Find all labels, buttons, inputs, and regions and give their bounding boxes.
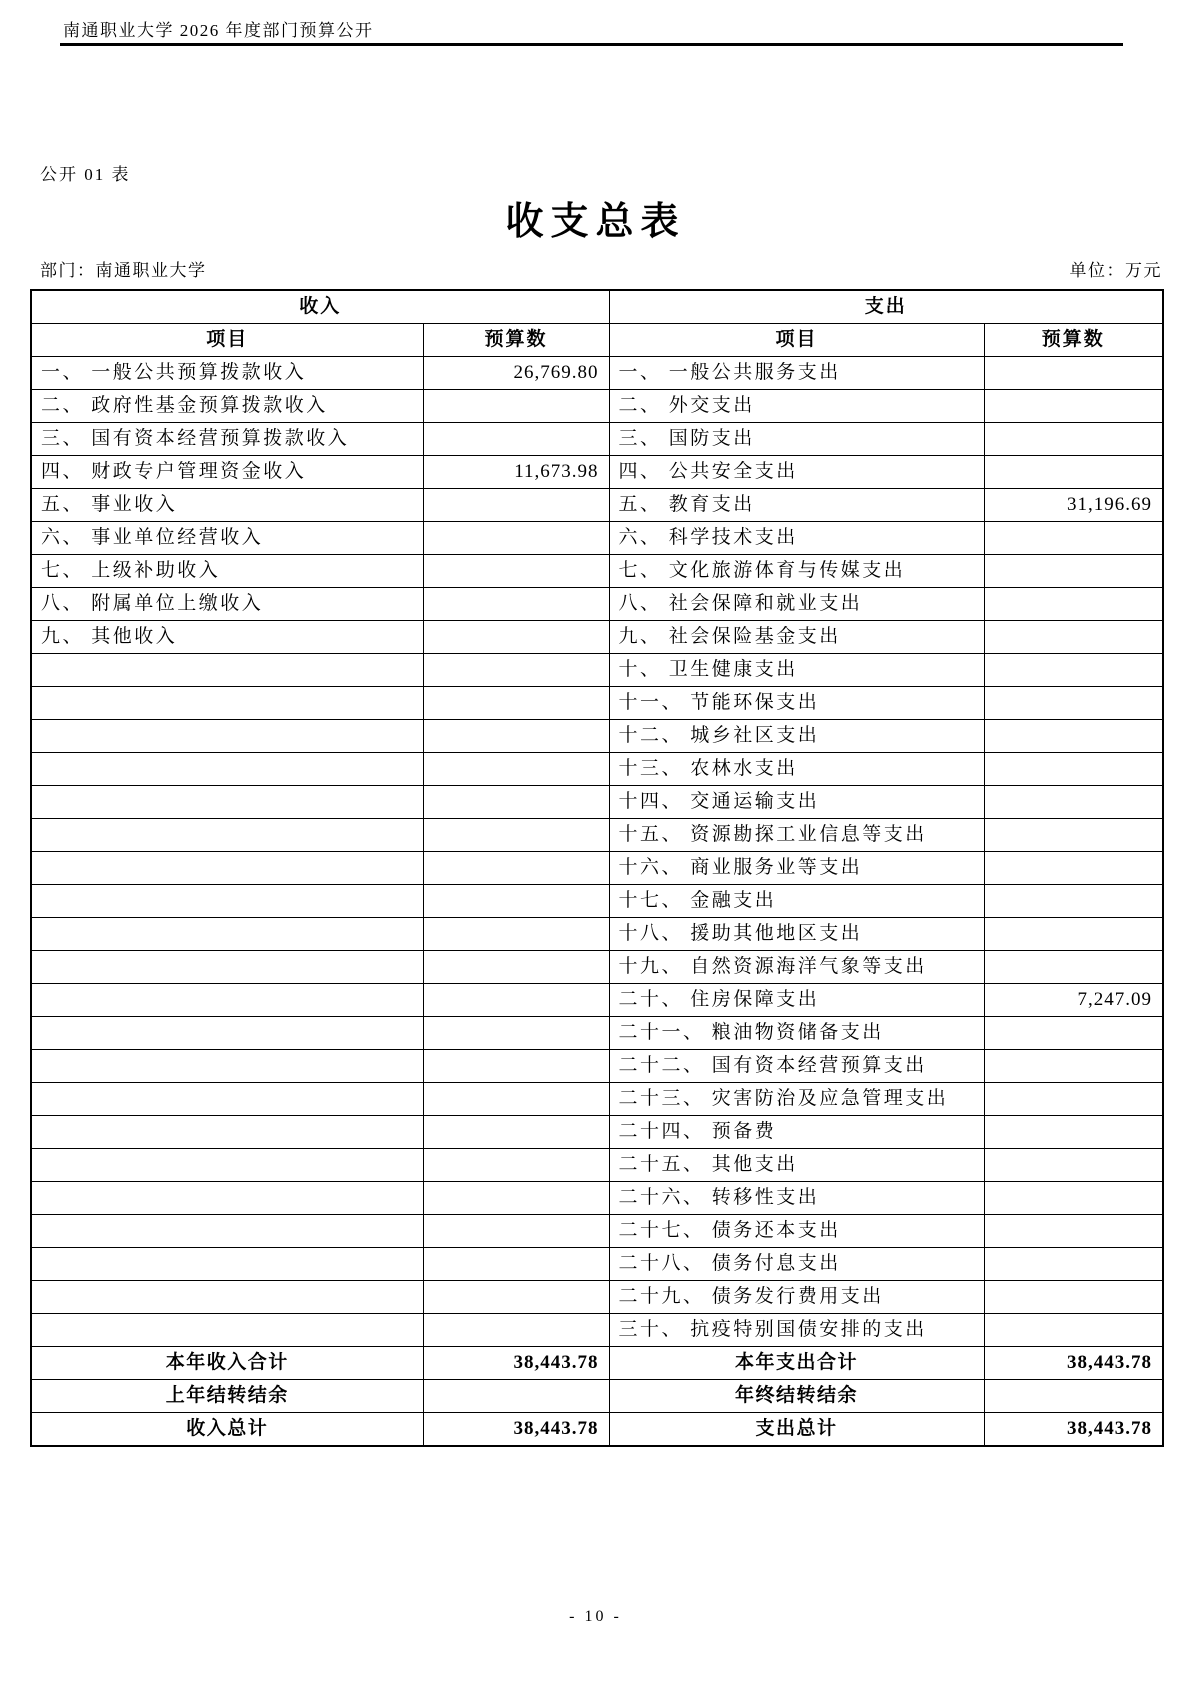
table-row [31, 885, 1163, 918]
income-budget-cell [423, 1116, 609, 1149]
expense-item-cell: 一、 一般公共服务支出 [609, 357, 984, 390]
expense-item-cell: 二十、 住房保障支出 [609, 984, 984, 1017]
expense-item-cell: 三十、 抗疫特别国债安排的支出 [609, 1314, 984, 1347]
expense-budget-cell [984, 621, 1163, 654]
income-budget-cell [423, 621, 609, 654]
income-budget-cell [423, 1083, 609, 1116]
expense-item-cell: 十三、 农林水支出 [609, 753, 984, 786]
table-row [31, 1083, 1163, 1116]
income-item-cell [31, 951, 423, 984]
table-row [31, 1182, 1163, 1215]
income-budget-cell [423, 1017, 609, 1050]
expense-budget-cell [984, 1116, 1163, 1149]
income-budget-cell [423, 819, 609, 852]
income-budget-cell [423, 423, 609, 456]
expense-item-cell: 七、 文化旅游体育与传媒支出 [609, 555, 984, 588]
sheet-label: 公开 01 表 [40, 165, 131, 184]
income-item-cell: 二、 政府性基金预算拨款收入 [31, 390, 423, 423]
summary-row-grand-total [31, 1413, 1163, 1447]
expense-item-cell: 三、 国防支出 [609, 423, 984, 456]
expense-budget-cell [984, 1083, 1163, 1116]
table-row [31, 753, 1163, 786]
table-row [31, 951, 1163, 984]
income-item-cell [31, 1083, 423, 1116]
table-row [31, 1116, 1163, 1149]
expense-budget-cell [984, 687, 1163, 720]
expense-item-cell: 十、 卫生健康支出 [609, 654, 984, 687]
income-budget-cell: 26,769.80 [423, 357, 609, 390]
table-row [31, 489, 1163, 522]
income-item-cell: 七、 上级补助收入 [31, 555, 423, 588]
summary-row-current-year-total [31, 1347, 1163, 1380]
summary-income-label: 上年结转结余 [31, 1380, 423, 1413]
expense-budget-cell [984, 588, 1163, 621]
expense-budget-cell: 7,247.09 [984, 984, 1163, 1017]
expense-item-cell: 十七、 金融支出 [609, 885, 984, 918]
table-row [31, 522, 1163, 555]
expense-budget-cell [984, 1314, 1163, 1347]
expense-item-cell: 十二、 城乡社区支出 [609, 720, 984, 753]
table-row [31, 786, 1163, 819]
expense-budget-col-header: 预算数 [984, 324, 1163, 357]
expense-item-cell: 二十二、 国有资本经营预算支出 [609, 1050, 984, 1083]
income-budget-cell [423, 1248, 609, 1281]
income-item-cell: 六、 事业单位经营收入 [31, 522, 423, 555]
income-item-cell [31, 687, 423, 720]
column-header-row [31, 324, 1163, 357]
income-item-cell: 五、 事业收入 [31, 489, 423, 522]
income-budget-cell [423, 555, 609, 588]
expense-item-cell: 八、 社会保障和就业支出 [609, 588, 984, 621]
table-row [31, 720, 1163, 753]
income-budget-cell [423, 522, 609, 555]
summary-expense-value [984, 1380, 1163, 1413]
expense-budget-cell [984, 786, 1163, 819]
income-budget-cell [423, 951, 609, 984]
income-item-cell: 九、 其他收入 [31, 621, 423, 654]
income-budget-cell [423, 852, 609, 885]
document-header-title: 南通职业大学 2026 年度部门预算公开 [63, 21, 374, 40]
table-row [31, 984, 1163, 1017]
expense-item-cell: 十八、 援助其他地区支出 [609, 918, 984, 951]
income-item-cell [31, 1314, 423, 1347]
table-row [31, 1215, 1163, 1248]
expense-budget-cell [984, 1050, 1163, 1083]
table-row [31, 687, 1163, 720]
table-row [31, 1017, 1163, 1050]
table-row [31, 1281, 1163, 1314]
income-item-cell [31, 885, 423, 918]
table-row [31, 588, 1163, 621]
table-row [31, 654, 1163, 687]
unit-label: 单位：万元 [1069, 261, 1162, 280]
table-row [31, 555, 1163, 588]
expense-item-cell: 二十三、 灾害防治及应急管理支出 [609, 1083, 984, 1116]
expense-budget-cell [984, 918, 1163, 951]
income-budget-col-header: 预算数 [423, 324, 609, 357]
table-row [31, 819, 1163, 852]
expense-budget-cell [984, 951, 1163, 984]
income-budget-cell [423, 786, 609, 819]
expense-budget-cell [984, 555, 1163, 588]
income-budget-cell [423, 1182, 609, 1215]
income-budget-cell [423, 1314, 609, 1347]
income-item-cell: 四、 财政专户管理资金收入 [31, 456, 423, 489]
table-row [31, 390, 1163, 423]
table-row [31, 621, 1163, 654]
income-budget-cell [423, 687, 609, 720]
income-budget-cell [423, 918, 609, 951]
summary-income-label: 收入总计 [31, 1413, 423, 1447]
expense-budget-cell [984, 885, 1163, 918]
income-item-cell [31, 1050, 423, 1083]
summary-expense-label: 年终结转结余 [609, 1380, 984, 1413]
income-item-cell [31, 786, 423, 819]
expense-budget-cell [984, 357, 1163, 390]
income-item-cell: 三、 国有资本经营预算拨款收入 [31, 423, 423, 456]
income-budget-cell [423, 390, 609, 423]
expense-item-col-header: 项目 [609, 324, 984, 357]
expense-budget-cell [984, 819, 1163, 852]
income-budget-cell [423, 654, 609, 687]
table-row [31, 1248, 1163, 1281]
income-budget-cell [423, 1281, 609, 1314]
table-row [31, 852, 1163, 885]
expense-section-header: 支出 [609, 290, 1163, 324]
expense-item-cell: 十五、 资源勘探工业信息等支出 [609, 819, 984, 852]
income-item-cell [31, 984, 423, 1017]
income-budget-cell [423, 753, 609, 786]
page-number: - 10 - [569, 1608, 622, 1625]
income-budget-cell [423, 588, 609, 621]
expense-budget-cell [984, 654, 1163, 687]
income-item-cell: 八、 附属单位上缴收入 [31, 588, 423, 621]
expense-budget-cell [984, 423, 1163, 456]
table-row [31, 1149, 1163, 1182]
summary-expense-value: 38,443.78 [984, 1413, 1163, 1447]
income-item-cell [31, 753, 423, 786]
header-rule [60, 43, 1123, 46]
income-item-cell [31, 1215, 423, 1248]
summary-expense-label: 支出总计 [609, 1413, 984, 1447]
expense-budget-cell [984, 1248, 1163, 1281]
expense-budget-cell [984, 456, 1163, 489]
table-row [31, 1050, 1163, 1083]
expense-budget-cell [984, 1215, 1163, 1248]
income-item-col-header: 项目 [31, 324, 423, 357]
expense-item-cell: 二十四、 预备费 [609, 1116, 984, 1149]
income-budget-cell [423, 1215, 609, 1248]
income-item-cell [31, 1149, 423, 1182]
income-item-cell [31, 1281, 423, 1314]
income-budget-cell [423, 489, 609, 522]
summary-income-value [423, 1380, 609, 1413]
table-row [31, 456, 1163, 489]
expense-item-cell: 五、 教育支出 [609, 489, 984, 522]
table-row [31, 423, 1163, 456]
summary-expense-value: 38,443.78 [984, 1347, 1163, 1380]
income-item-cell [31, 1017, 423, 1050]
page-title: 收支总表 [505, 201, 686, 243]
income-budget-cell [423, 720, 609, 753]
expense-item-cell: 二十五、 其他支出 [609, 1149, 984, 1182]
department-label: 部门：南通职业大学 [40, 261, 207, 280]
income-item-cell [31, 1116, 423, 1149]
expense-item-cell: 二十八、 债务付息支出 [609, 1248, 984, 1281]
expense-budget-cell: 31,196.69 [984, 489, 1163, 522]
income-item-cell [31, 852, 423, 885]
income-item-cell [31, 819, 423, 852]
income-budget-cell [423, 984, 609, 1017]
table-row [31, 357, 1163, 390]
expense-budget-cell [984, 1281, 1163, 1314]
expense-budget-cell [984, 1149, 1163, 1182]
expense-budget-cell [984, 390, 1163, 423]
income-budget-cell: 11,673.98 [423, 456, 609, 489]
summary-expense-label: 本年支出合计 [609, 1347, 984, 1380]
income-section-header: 收入 [31, 290, 609, 324]
expense-budget-cell [984, 1182, 1163, 1215]
budget-table [30, 289, 1164, 1447]
summary-income-value: 38,443.78 [423, 1413, 609, 1447]
income-budget-cell [423, 885, 609, 918]
income-item-cell [31, 1182, 423, 1215]
expense-item-cell: 十九、 自然资源海洋气象等支出 [609, 951, 984, 984]
table-row [31, 918, 1163, 951]
expense-budget-cell [984, 852, 1163, 885]
expense-budget-cell [984, 1017, 1163, 1050]
expense-item-cell: 十六、 商业服务业等支出 [609, 852, 984, 885]
meta-row [40, 256, 1162, 281]
income-item-cell [31, 654, 423, 687]
expense-item-cell: 六、 科学技术支出 [609, 522, 984, 555]
income-item-cell [31, 720, 423, 753]
expense-budget-cell [984, 522, 1163, 555]
expense-budget-cell [984, 720, 1163, 753]
summary-income-label: 本年收入合计 [31, 1347, 423, 1380]
table-row [31, 1314, 1163, 1347]
expense-item-cell: 二十九、 债务发行费用支出 [609, 1281, 984, 1314]
expense-item-cell: 九、 社会保险基金支出 [609, 621, 984, 654]
expense-item-cell: 四、 公共安全支出 [609, 456, 984, 489]
expense-item-cell: 二十六、 转移性支出 [609, 1182, 984, 1215]
expense-budget-cell [984, 753, 1163, 786]
income-item-cell [31, 1248, 423, 1281]
income-budget-cell [423, 1050, 609, 1083]
summary-income-value: 38,443.78 [423, 1347, 609, 1380]
income-item-cell: 一、 一般公共预算拨款收入 [31, 357, 423, 390]
income-item-cell [31, 918, 423, 951]
summary-row-carryover [31, 1380, 1163, 1413]
section-header-row [31, 290, 1163, 324]
expense-item-cell: 十一、 节能环保支出 [609, 687, 984, 720]
expense-item-cell: 十四、 交通运输支出 [609, 786, 984, 819]
expense-item-cell: 二十一、 粮油物资储备支出 [609, 1017, 984, 1050]
expense-item-cell: 二十七、 债务还本支出 [609, 1215, 984, 1248]
expense-item-cell: 二、 外交支出 [609, 390, 984, 423]
income-budget-cell [423, 1149, 609, 1182]
